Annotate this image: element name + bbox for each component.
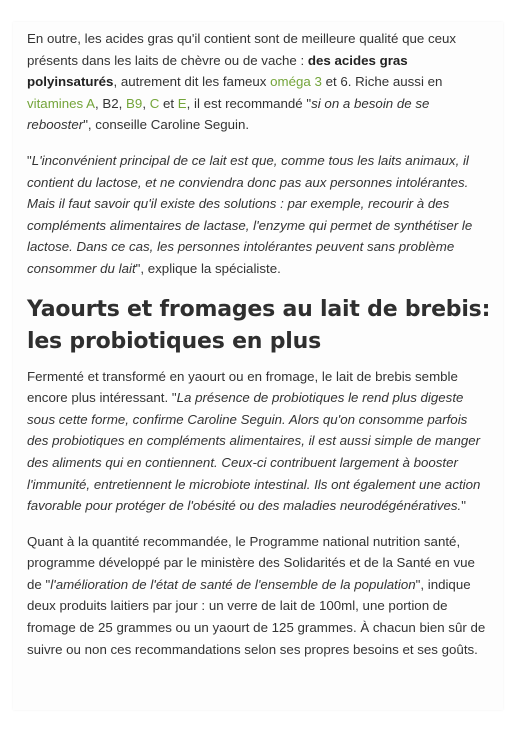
quote-text: La présence de probiotiques le rend plus digeste sous cette forme, confirme Caroline Seguin. Alors qu'on consomme parfois des probiotiques en compléments alimentaires, il est aussi simple de manger des aliments qui en contiennent. Ceux-ci contribuent largement à booster l'immunité, entretiennent le microbiote intestinal. Ils ont également une action favorable pour protéger de l'obésité ou des maladies neurodégénératives.: [27, 390, 481, 514]
section-heading: Yaourts et fromages au lait de brebis: les probiotiques en plus: [27, 296, 491, 354]
text-span: ,: [142, 95, 150, 111]
text-span: Fermenté et transformé en yaourt ou en fromage, le lait de brebis semble encore plus intéressant. ": [27, 368, 458, 406]
link-b9[interactable]: B9: [126, 95, 143, 111]
paragraph-fatty-acids: [27, 28, 491, 136]
text-span: ", conseille Caroline Seguin.: [83, 117, 250, 133]
text-span: ", explique la spécialiste.: [135, 260, 281, 276]
text-span: ", indique deux produits laitiers par jour : un verre de lait de 100ml, une portion de fromage de 25 grammes ou un yaourt de 125 grammes. À chacun bien sûr de suivre ou non ces recommandations selon ses propres besoins et ses goûts.: [27, 576, 486, 657]
text-span: , B2,: [95, 95, 127, 111]
text-span: , il est recommandé ": [186, 95, 312, 111]
link-vitamine-e[interactable]: E: [177, 95, 187, 111]
text-span: ": [461, 498, 466, 514]
quote-text: L'inconvénient principal de ce lait est que, comme tous les laits animaux, il contient du lactose, et ne conviendra donc pas aux personnes intolérantes. Mais il faut savoir qu'il existe des solutions : par exemple, recourir à des compléments alimentaires de lactase, l'enzyme qui permet de synthétiser le lactose. Dans ce cas, les personnes intolérantes peuvent sans problème consommer du lait: [27, 152, 473, 276]
text-span: ": [27, 152, 32, 168]
quote-text: l'amélioration de l'état de santé de l'ensemble de la population: [50, 576, 416, 592]
text-span: Quant à la quantité recommandée, le Programme national nutrition santé, programme développé par le ministère des Solidarités et de la Santé en vue de ": [27, 533, 475, 592]
bold-text: des acides gras polyinsaturés: [27, 52, 408, 90]
text-span: et: [159, 95, 178, 111]
article-container: [13, 22, 503, 710]
paragraph-recommendation: [27, 531, 491, 661]
quote-text: si on a besoin de se rebooster: [27, 95, 430, 133]
text-span: En outre, les acides gras qu'il contient sont de meilleure qualité que ceux présents dans les laits de chèvre ou de vache :: [27, 31, 457, 68]
paragraph-lactose: [27, 150, 491, 280]
link-vitamines-a[interactable]: vitamines A: [27, 95, 95, 111]
paragraph-probiotics: [27, 366, 491, 517]
link-vitamine-c[interactable]: C: [149, 95, 160, 111]
text-span: , autrement dit les fameux: [113, 74, 271, 90]
text-span: et 6. Riche aussi en: [321, 74, 443, 90]
link-omega-3[interactable]: oméga 3: [270, 74, 322, 90]
article-body: [27, 28, 491, 674]
